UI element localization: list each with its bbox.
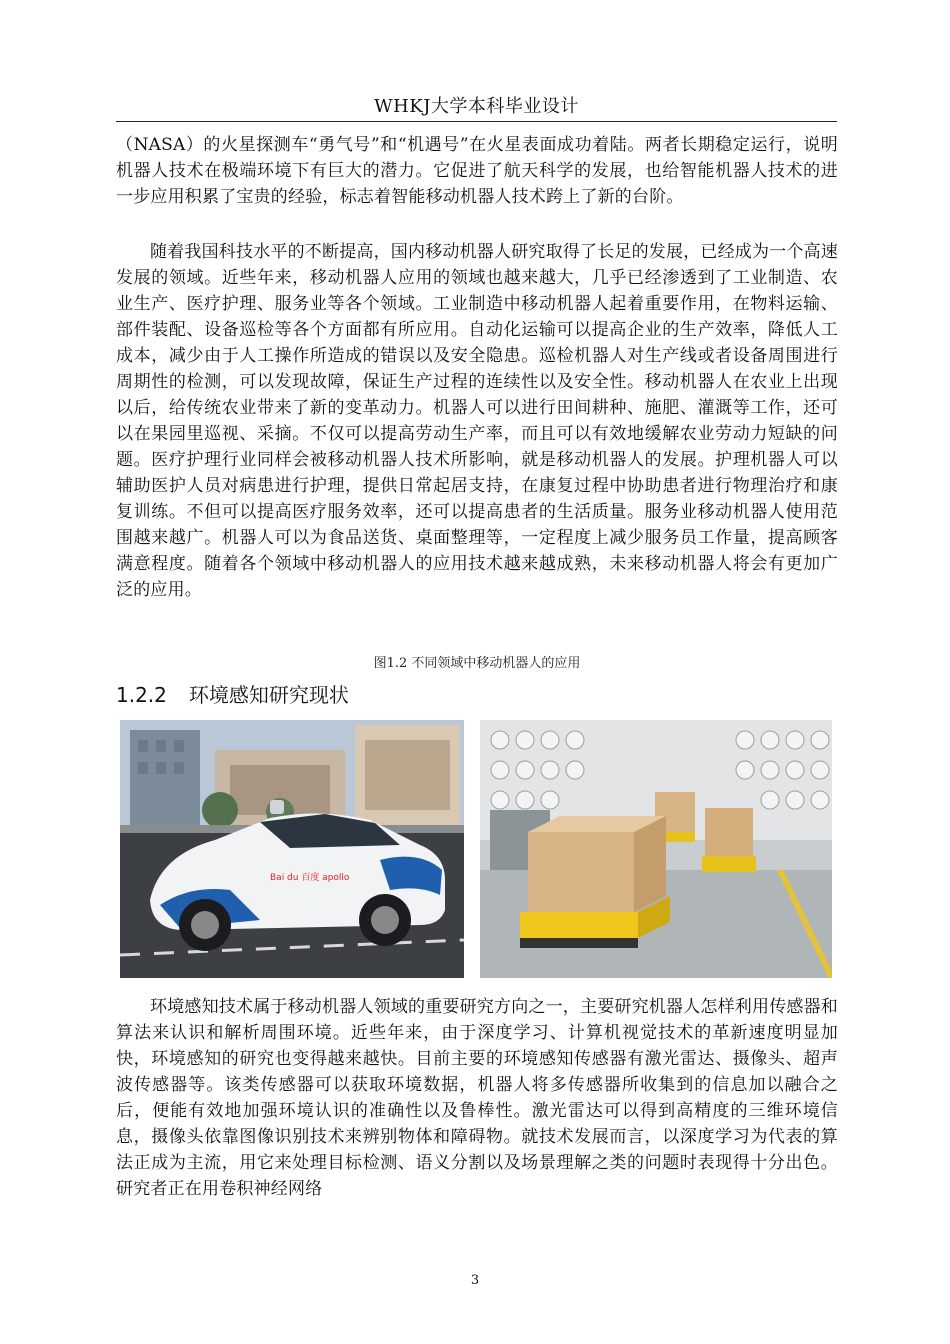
paragraph-1: （NASA）的火星探测车“勇气号”和“机遇号”在火星表面成功着陆。两者长期稳定运行，说明机器人技术在极端环境下有巨大的潜力。它促进了航天科学的发展，也给智能机器人技术的进一步应用积累了宝贵的经验，标志着智能移动机器人技术跨上了新的台阶。 — [116, 135, 838, 207]
autonomous-car-photo — [120, 720, 464, 978]
page-number: 3 — [470, 1273, 480, 1288]
section-number: 1.2.2 — [116, 683, 167, 707]
section-heading — [116, 679, 349, 708]
paragraph-2: 随着我国科技水平的不断提高，国内移动机器人研究取得了长足的发展，已经成为一个高速发展的领域。近些年来，移动机器人应用的领域也越来越大，几乎已经渗透到了工业制造、农业生产、医疗护理、服务业等各个领域。工业制造中移动机器人起着重要作用，在物料运输、部件装配、设备巡检等各个方面都有所应用。自动化运输可以提高企业的生产效率，降低人工成本，减少由于人工操作所造成的错误以及安全隐患。巡检机器人对生产线或者设备周围进行周期性的检测，可以发现故障，保证生产过程的连续性以及安全性。移动机器人在农业上出现以后，给传统农业带来了新的变革动力。机器人可以进行田间耕种、施肥、灌溉等工作，还可以在果园里巡视、采摘。不仅可以提高劳动生产率，而且可以有效地缓解农业劳动力短缺的问题。医疗护理行业同样会被移动机器人技术所影响，就是移动机器人的发展。护理机器人可以辅助医护人员对病患进行护理，提供日常起居支持，在康复过程中协助患者进行物理治疗和康复训练。不但可以提高医疗服务效率，还可以提高患者的生活质量。服务业移动机器人使用范围越来越广。机器人可以为食品送货、桌面整理等，一定程度上减少服务员工作量，提高顾客满意程度。随着各个领域中移动机器人的应用技术越来越成熟，未来移动机器人将会有更加广泛的应用。 — [116, 242, 838, 600]
car-logo-text: Bai du 百度 apollo — [270, 873, 350, 883]
header-rule — [116, 121, 837, 122]
paragraph-3: 环境感知技术属于移动机器人领域的重要研究方向之一，主要研究机器人怎样利用传感器和算法来认识和解析周围环境。近些年来，由于深度学习、计算机视觉技术的革新速度明显加快，环境感知的研究也变得越来越快。目前主要的环境感知传感器有激光雷达、摄像头、超声波传感器等。该类传感器可以获取环境数据，机器人将多传感器所收集到的信息加以融合之后，便能有效地加强环境认识的准确性以及鲁棒性。激光雷达可以得到高精度的三维环境信息，摄像头依靠图像识别技术来辨别物体和障碍物。就技术发展而言，以深度学习为代表的算法正成为主流，用它来处理目标检测、语义分割以及场景理解之类的问题时表现得十分出色。研究者正在用卷积神经网络 — [116, 997, 838, 1199]
section-title: 环境感知研究现状 — [188, 683, 349, 707]
figure-caption: 图1.2 不同领域中移动机器人的应用 — [373, 656, 581, 671]
page-header: WHKJ大学本科毕业设计 — [374, 96, 579, 117]
figure-subcaption-artifact — [255, 980, 258, 989]
warehouse-robot-photo — [480, 720, 832, 978]
